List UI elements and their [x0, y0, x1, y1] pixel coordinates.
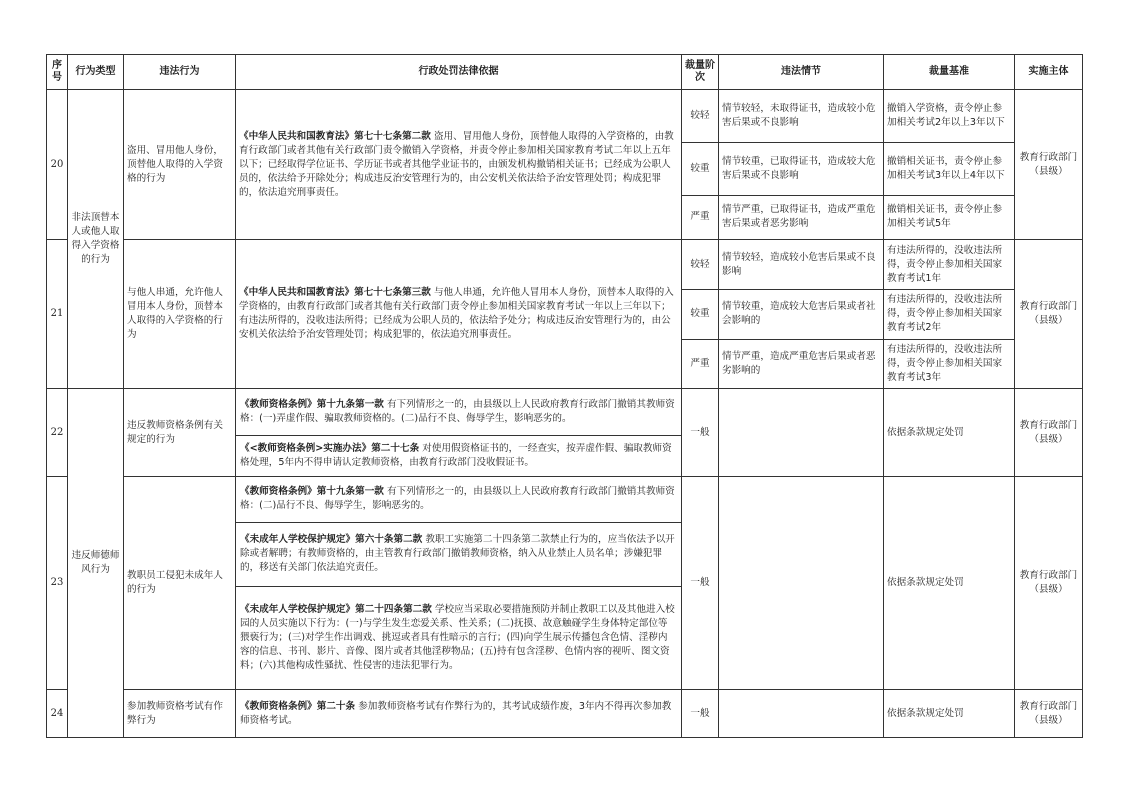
circumstance-cell: [719, 477, 884, 690]
level-cell: 严重: [682, 339, 719, 389]
authority-cell: 教育行政部门（县级）: [1015, 90, 1083, 240]
act-cell: 盗用、冒用他人身份，顶替他人取得的入学资格的行为: [124, 90, 236, 240]
row-seq: 22: [47, 389, 68, 477]
row-seq: 20: [47, 90, 68, 240]
circumstance-cell: 情节较重，造成较大危害后果或者社会影响的: [719, 289, 884, 339]
basis-title: 《中华人民共和国教育法》第七十七条第三款: [239, 287, 431, 299]
basis-cell: [236, 690, 682, 738]
basis-text: 教职工实施第二十四条第二款禁止行为的，应当依法予以开除或者解聘；有教师资格的，由主管教育行政部门撤销教师资格，纳入从业禁止人员名单；涉嫌犯罪的，移送有关部门依法追究责任。: [240, 534, 675, 574]
act-cell: 与他人串通，允许他人冒用本人身份，顶替本人取得的入学资格的行为: [124, 240, 236, 389]
table-row: [47, 389, 1083, 436]
level-cell: 较轻: [682, 90, 719, 143]
row-seq: 24: [47, 690, 68, 738]
header-act: 违法行为: [124, 55, 236, 90]
standard-cell: 撤销相关证书，责令停止参加相关考试3年以上4年以下: [884, 142, 1015, 195]
circumstance-cell: 情节严重，已取得证书，造成严重危害后果或者恶劣影响: [719, 195, 884, 239]
level-cell: 一般: [682, 690, 719, 738]
row-seq: 21: [47, 240, 68, 389]
table-row: [47, 477, 1083, 523]
level-cell: 较轻: [682, 240, 719, 290]
circumstance-cell: 情节严重，造成严重危害后果或者恶劣影响的: [719, 339, 884, 389]
header-basis: 行政处罚法律依据: [236, 55, 682, 90]
level-cell: 一般: [682, 389, 719, 477]
authority-cell: 教育行政部门（县级）: [1015, 240, 1083, 389]
authority-cell: 教育行政部门（县级）: [1015, 477, 1083, 690]
header-authority: 实施主体: [1015, 55, 1083, 90]
header-standard: 裁量基准: [884, 55, 1015, 90]
basis-cell: [236, 477, 682, 523]
level-cell: 严重: [682, 195, 719, 239]
basis-title: 《未成年人学校保护规定》第六十条第二款: [240, 534, 423, 546]
basis-title: 《未成年人学校保护规定》第二十四条第二款: [240, 604, 432, 616]
standard-cell: 撤销入学资格，责令停止参加相关考试2年以上3年以下: [884, 90, 1015, 143]
standard-cell: 有违法所得的，没收违法所得，责令停止参加相关国家教育考试1年: [884, 240, 1015, 290]
basis-text: 盗用、冒用他人身份，顶替他人取得的入学资格的，由教育行政部门或者其他有关行政部门责令撤销入学资格，并责令停止参加相关国家教育考试二年以上五年以下；已经取得学位证书、学历证书或者其他学业证书的，由颁发机构撤销相关证书；已经成为公职人员的，依法给予开除处分；构成违反治安管理行为的，由公安机关依法给予治安管理处罚；构成犯罪的，依法追究刑事责任。: [239, 130, 674, 198]
basis-title: 《教师资格条例》第二十条: [240, 700, 356, 712]
basis-cell: [236, 435, 682, 476]
standard-cell: 依据条款规定处罚: [884, 690, 1015, 738]
category-cell: 非法顶替本人或他人取得入学资格的行为: [68, 90, 124, 389]
table-row: [47, 240, 1083, 290]
basis-cell: [236, 389, 682, 436]
basis-title: 《<教师资格条例>实施办法》第二十七条: [240, 442, 420, 454]
basis-cell: [236, 240, 682, 389]
act-cell: 违反教师资格条例有关规定的行为: [124, 389, 236, 477]
basis-cell: [236, 522, 682, 586]
table-row: [47, 690, 1083, 738]
circumstance-cell: [719, 389, 884, 477]
circumstance-cell: 情节较轻，造成较小危害后果或不良影响: [719, 240, 884, 290]
standard-cell: 依据条款规定处罚: [884, 477, 1015, 690]
category-cell: 违反师德师风行为: [68, 389, 124, 738]
basis-text: 参加教师资格考试有作弊行为的，其考试成绩作废，3年内不得再次参加教师资格考试。: [240, 700, 672, 726]
table-row: [47, 90, 1083, 143]
authority-cell: 教育行政部门（县级）: [1015, 690, 1083, 738]
basis-title: 《教师资格条例》第十九条第一款: [240, 398, 384, 410]
basis-cell: [236, 90, 682, 240]
standard-cell: 依据条款规定处罚: [884, 389, 1015, 477]
basis-text: 与他人串通，允许他人冒用本人身份，顶替本人取得的入学资格的，由教育行政部门或者其他有关行政部门责令停止参加相关国家教育考试一年以上三年以下；有违法所得的，没收违法所得；已经成为公职人员的，依法给予处分；构成违反治安管理行为的，由公安机关依法给予治安管理处罚；构成犯罪的，依法追究刑事责任。: [239, 287, 674, 341]
row-seq: 23: [47, 477, 68, 690]
basis-title: 《中华人民共和国教育法》第七十七条第二款: [239, 130, 431, 142]
header-row: [47, 55, 1083, 90]
level-cell: 较重: [682, 289, 719, 339]
authority-cell: 教育行政部门（县级）: [1015, 389, 1083, 477]
act-cell: 参加教师资格考试有作弊行为: [124, 690, 236, 738]
circumstance-cell: 情节较重，已取得证书，造成较大危害后果或不良影响: [719, 142, 884, 195]
standard-cell: 有违法所得的，没收违法所得，责令停止参加相关国家教育考试2年: [884, 289, 1015, 339]
header-seq: 序号: [47, 55, 68, 90]
standard-cell: 撤销相关证书，责令停止参加相关考试5年: [884, 195, 1015, 239]
header-circumstance: 违法情节: [719, 55, 884, 90]
basis-cell: [236, 586, 682, 689]
act-cell: 教职员工侵犯未成年人的行为: [124, 477, 236, 690]
basis-text: 有下列情形之一的，由县级以上人民政府教育行政部门撤销其教师资格：(一)弄虚作假、骗取教师资格的。(二)品行不良、侮辱学生，影响恶劣的。: [240, 398, 675, 424]
basis-text: 对使用假资格证书的，一经查实，按弄虚作假、骗取教师资格处理，5年内不得申请认定教师资格，由教育行政部门没收假证书。: [240, 442, 672, 468]
circumstance-cell: 情节较轻，未取得证书，造成较小危害后果或不良影响: [719, 90, 884, 143]
penalty-table: [46, 54, 1083, 738]
standard-cell: 有违法所得的，没收违法所得，责令停止参加相关国家教育考试3年: [884, 339, 1015, 389]
circumstance-cell: [719, 690, 884, 738]
basis-text: 有下列情形之一的，由县级以上人民政府教育行政部门撤销其教师资格：(二)品行不良、侮辱学生，影响恶劣的。: [240, 486, 675, 512]
basis-text: 学校应当采取必要措施预防并制止教职工以及其他进入校园的人员实施以下行为：(一)与学生发生恋爱关系、性关系；(二)抚摸、故意触碰学生身体特定部位等猥亵行为；(三)对学生作出调戏、挑逗或者具有性暗示的言行；(四)向学生展示传播包含色情、淫秽内容的信息、书刊、影片、音像、图片或者其他淫秽物品；(五)持有包含淫秽、色情内容的视听、图文资料；(六)其他构成性骚扰、性侵害的违法犯罪行为。: [240, 604, 675, 672]
header-category: 行为类型: [68, 55, 124, 90]
level-cell: 一般: [682, 477, 719, 690]
header-level: 裁量阶次: [682, 55, 719, 90]
level-cell: 较重: [682, 142, 719, 195]
basis-title: 《教师资格条例》第十九条第一款: [240, 486, 384, 498]
